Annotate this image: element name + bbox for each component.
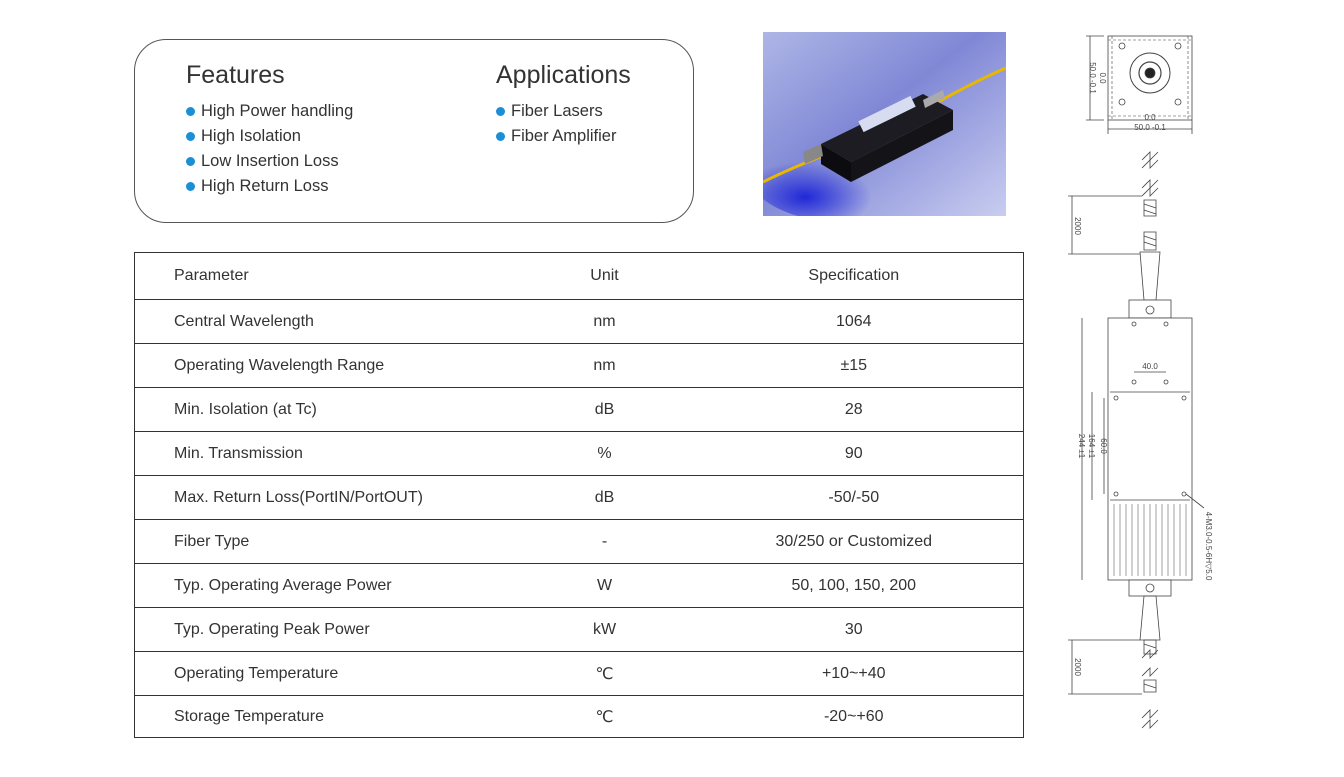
- bullet-icon: [186, 132, 195, 141]
- table-cell: ℃: [525, 696, 685, 738]
- table-cell: 28: [685, 388, 1024, 432]
- list-item: High Return Loss: [186, 174, 353, 199]
- table-cell: Typ. Operating Average Power: [135, 564, 525, 608]
- table-cell: ±15: [685, 344, 1024, 388]
- dim-fiber-bottom: 2000: [1073, 658, 1082, 676]
- list-item: Fiber Amplifier: [496, 124, 616, 149]
- table-cell: W: [525, 564, 685, 608]
- table-row: [135, 608, 1024, 652]
- table-cell: 90: [685, 432, 1024, 476]
- table-cell: 30: [685, 608, 1024, 652]
- applications-list: [496, 99, 616, 149]
- table-cell: kW: [525, 608, 685, 652]
- table-cell: Min. Isolation (at Tc): [135, 388, 525, 432]
- table-cell: +10~+40: [685, 652, 1024, 696]
- dim-fiber-top: 2000: [1073, 217, 1082, 235]
- product-photo: [763, 32, 1006, 216]
- table-cell: %: [525, 432, 685, 476]
- table-cell: nm: [525, 300, 685, 344]
- dim-top-height: 50.0 -0.1: [1088, 62, 1097, 94]
- header-cell: Unit: [525, 253, 685, 300]
- table-cell: -20~+60: [685, 696, 1024, 738]
- bullet-icon: [496, 132, 505, 141]
- table-row: [135, 520, 1024, 564]
- table-cell: -: [525, 520, 685, 564]
- header-cell: Parameter: [135, 253, 525, 300]
- features-list: [186, 99, 353, 199]
- table-row: [135, 696, 1024, 738]
- header-cell: Specification: [685, 253, 1024, 300]
- table-cell: Typ. Operating Peak Power: [135, 608, 525, 652]
- table-cell: dB: [525, 476, 685, 520]
- dim-body-length: 164 ±1: [1087, 433, 1096, 459]
- dim-top-height-zero: 0.0: [1098, 72, 1107, 84]
- table-cell: Central Wavelength: [135, 300, 525, 344]
- table-row: [135, 564, 1024, 608]
- dim-hole-spacing: 60.0: [1099, 438, 1108, 454]
- table-cell: Max. Return Loss(PortIN/PortOUT): [135, 476, 525, 520]
- bullet-icon: [186, 157, 195, 166]
- screw-note: 4-M3.0-0.5-6H▽5.0: [1204, 511, 1213, 581]
- spec-table: [134, 252, 1024, 738]
- table-cell: Fiber Type: [135, 520, 525, 564]
- dimension-drawing: [1055, 28, 1230, 748]
- features-box: [134, 39, 694, 223]
- table-row: [135, 344, 1024, 388]
- dim-inner-width: 40.0: [1142, 362, 1158, 371]
- fiber-bottom: [1140, 596, 1160, 728]
- table-row: [135, 300, 1024, 344]
- applications-title: Applications: [496, 61, 631, 89]
- table-cell: Min. Transmission: [135, 432, 525, 476]
- table-cell: Storage Temperature: [135, 696, 525, 738]
- list-item: High Isolation: [186, 124, 353, 149]
- list-item: Low Insertion Loss: [186, 149, 353, 174]
- table-cell: 30/250 or Customized: [685, 520, 1024, 564]
- device-body: [1108, 300, 1192, 596]
- table-cell: Operating Wavelength Range: [135, 344, 525, 388]
- table-cell: Operating Temperature: [135, 652, 525, 696]
- dim-overall-length: 244 ±1: [1077, 433, 1086, 459]
- table-cell: 50, 100, 150, 200: [685, 564, 1024, 608]
- dim-top-width: 50.0 -0.1: [1134, 123, 1166, 132]
- table-row: [135, 432, 1024, 476]
- table-cell: nm: [525, 344, 685, 388]
- list-item: Fiber Lasers: [496, 99, 616, 124]
- bullet-icon: [496, 107, 505, 116]
- table-row: [135, 652, 1024, 696]
- bullet-icon: [186, 182, 195, 191]
- dim-top-width-zero: 0.0: [1144, 113, 1156, 122]
- table-row: [135, 476, 1024, 520]
- table-cell: -50/-50: [685, 476, 1024, 520]
- list-item: High Power handling: [186, 99, 353, 124]
- features-title: Features: [186, 61, 285, 89]
- table-row: [135, 388, 1024, 432]
- table-cell: ℃: [525, 652, 685, 696]
- end-view: [1086, 36, 1192, 134]
- table-cell: dB: [525, 388, 685, 432]
- bullet-icon: [186, 107, 195, 116]
- fiber-top: [1140, 152, 1160, 300]
- table-header-row: [135, 253, 1024, 300]
- table-cell: 1064: [685, 300, 1024, 344]
